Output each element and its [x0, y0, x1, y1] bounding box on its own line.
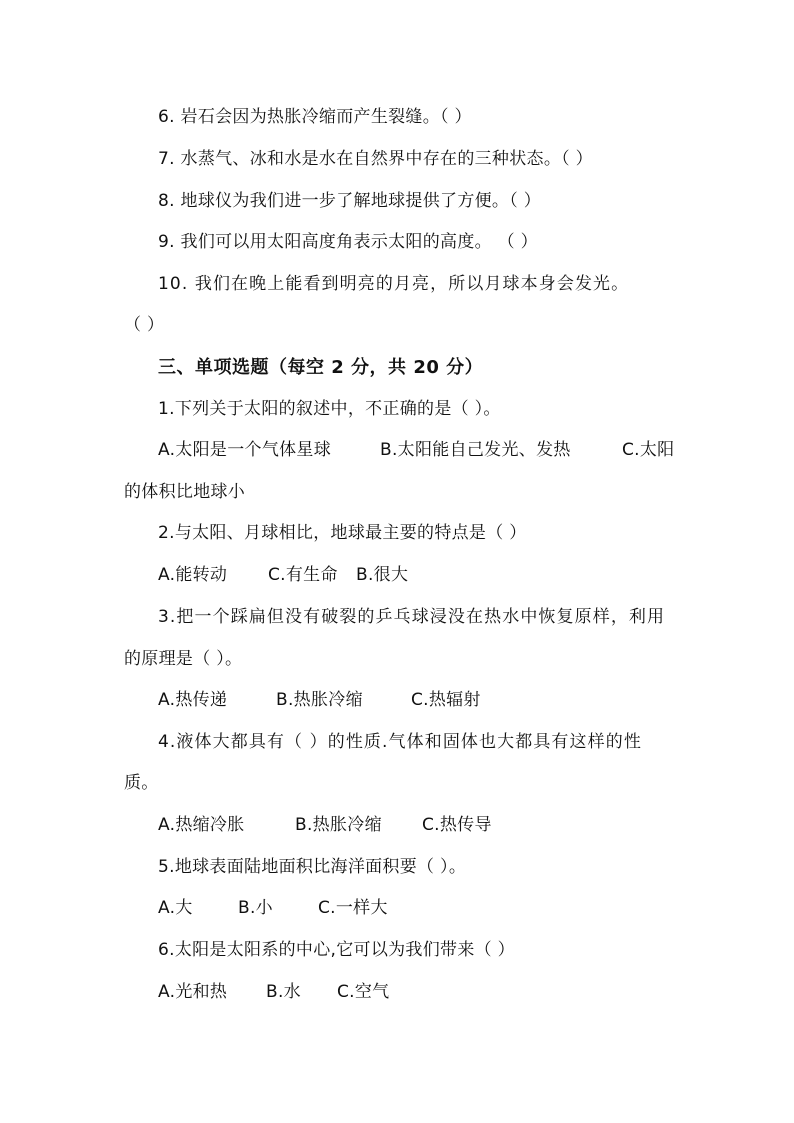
q4-stem: 4.液体大都具有（ ）的性质.气体和固体也大都具有这样的性	[158, 732, 642, 752]
q3-option-b: B.热胀冷缩	[276, 690, 363, 710]
q1-option-a: A.太阳是一个气体星球	[158, 440, 332, 460]
q1-option-c-cont: 的体积比地球小	[124, 482, 246, 502]
q6-option-b: B.水	[266, 982, 301, 1002]
q4-option-c: C.热传导	[422, 815, 492, 835]
judgement-item-10-bracket: （ ）	[124, 315, 165, 335]
q1-option-b: B.太阳能自己发光、发热	[380, 440, 571, 460]
q5-option-a: A.大	[158, 898, 193, 918]
judgement-item-10: 10. 我们在晚上能看到明亮的月亮，所以月球本身会发光。	[158, 274, 630, 294]
q2-options	[158, 564, 408, 586]
q3-stem: 3.把一个踩扁但没有破裂的乒乓球浸没在热水中恢复原样，利用	[158, 607, 666, 627]
q4-option-b: B.热胀冷缩	[295, 815, 382, 835]
q5-option-c: C.一样大	[318, 898, 388, 918]
q3-stem-cont: 的原理是（ ）。	[124, 649, 243, 669]
q4-stem-cont: 质。	[124, 773, 159, 793]
q5-option-b: B.小	[238, 898, 273, 918]
q3-option-c: C.热辐射	[411, 690, 481, 710]
judgement-item-7: 7. 水蒸气、冰和水是水在自然界中存在的三种状态。（ ）	[158, 149, 593, 169]
q2-option-c: C.有生命	[268, 565, 338, 585]
q5-options	[158, 897, 388, 919]
section-title: 三、单项选题（每空 2 分，共 20 分）	[158, 357, 484, 378]
judgement-item-9: 9. 我们可以用太阳高度角表示太阳的高度。 （ ）	[158, 232, 538, 252]
q1-stem: 1.下列关于太阳的叙述中，不正确的是（ ）。	[158, 399, 501, 419]
q3-option-a: A.热传递	[158, 690, 228, 710]
q6-stem: 6.太阳是太阳系的中心,它可以为我们带来（ ）	[158, 940, 515, 960]
q2-option-a: A.能转动	[158, 565, 228, 585]
q2-option-b: B.很大	[356, 565, 409, 585]
q3-options	[158, 689, 481, 711]
q6-options	[158, 981, 389, 1003]
q6-option-c: C.空气	[337, 982, 390, 1002]
q1-option-c: C.太阳	[622, 440, 675, 460]
judgement-item-8: 8. 地球仪为我们进一步了解地球提供了方便。（ ）	[158, 191, 542, 211]
q4-option-a: A.热缩冷胀	[158, 815, 245, 835]
judgement-item-6: 6. 岩石会因为热胀冷缩而产生裂缝。（ ）	[158, 107, 472, 127]
q1-options	[158, 439, 674, 461]
q5-stem: 5.地球表面陆地面积比海洋面积要（ ）。	[158, 857, 467, 877]
q2-stem: 2.与太阳、月球相比，地球最主要的特点是（ ）	[158, 523, 527, 543]
q6-option-a: A.光和热	[158, 982, 228, 1002]
q4-options	[158, 814, 492, 836]
